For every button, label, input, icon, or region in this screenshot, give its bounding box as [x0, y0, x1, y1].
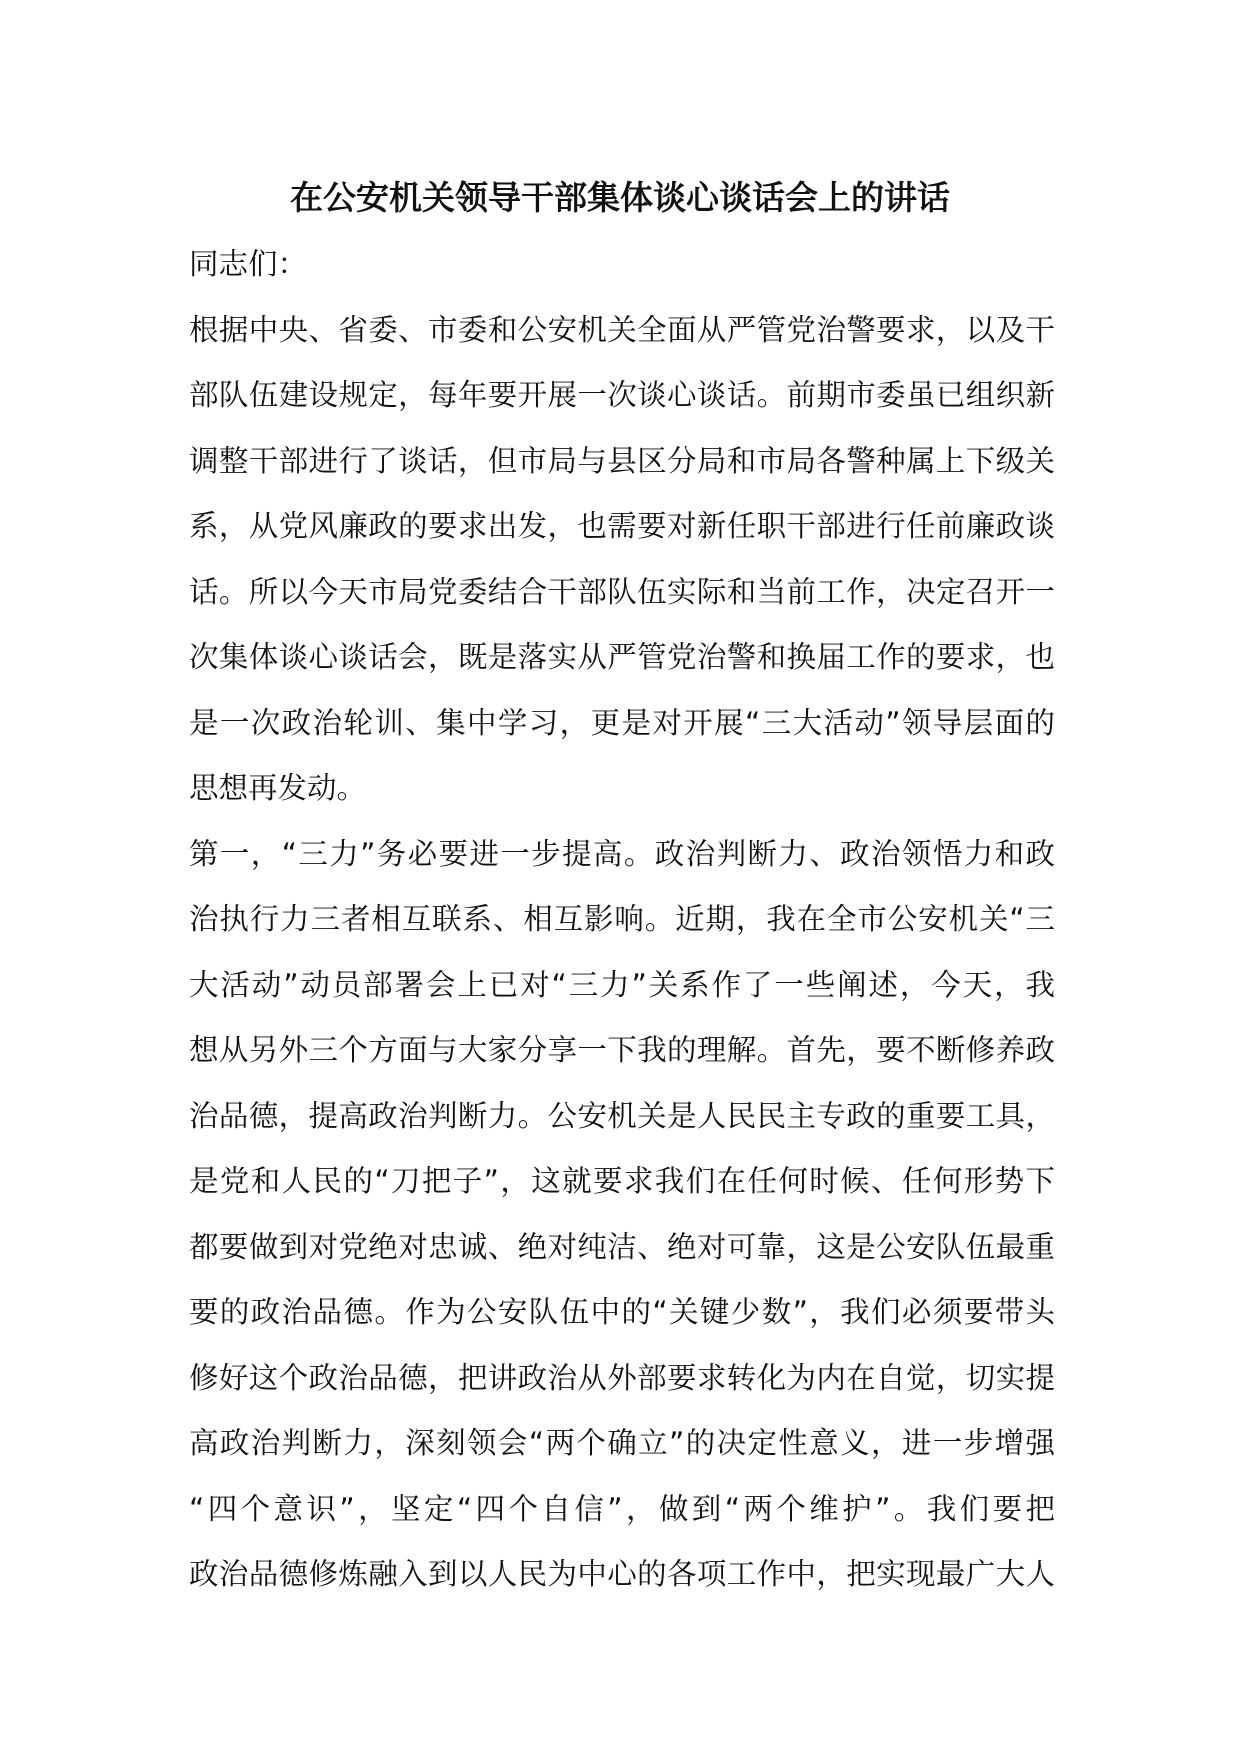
salutation: 同志们：: [189, 247, 308, 281]
text-line: “四个意识”，坚定“四个自信”，做到“两个维护”。我们要把: [189, 1491, 1055, 1526]
document-title: 在公安机关领导干部集体谈心谈话会上的讲话: [290, 178, 950, 217]
text-line: 是一次政治轮训、集中学习，更是对开展“三大活动”领导层面的: [189, 705, 1055, 740]
text-line: 高政治判断力，深刻领会“两个确立”的决定性意义，进一步增强: [189, 1426, 1055, 1460]
text-line: 政治品德修炼融入到以人民为中心的各项工作中，把实现最广大人: [189, 1557, 1055, 1591]
text-line: 调整干部进行了谈话，但市局与县区分局和市局各警种属上下级关: [189, 443, 1055, 478]
text-line: 治执行力三者相互联系、相互影响。近期，我在全市公安机关“三: [189, 902, 1055, 936]
text-line: 系，从党风廉政的要求出发，也需要对新任职干部进行任前廉政谈: [189, 509, 1055, 543]
paragraph-2: [189, 833, 1055, 1619]
text-line: 要的政治品德。作为公安队伍中的“关键少数”，我们必须要带头: [189, 1295, 1055, 1329]
text-line: 根据中央、省委、市委和公安机关全面从严管党治警要求，以及干: [189, 312, 1055, 347]
text-line: 部队伍建设规定，每年要开展一次谈心谈话。前期市委虽已组织新: [189, 378, 1055, 412]
text-line: 第一，“三力”务必要进一步提高。政治判断力、政治领悟力和政: [189, 836, 1055, 871]
text-line: 次集体谈心谈话会，既是落实从严管党治警和换届工作的要求，也: [189, 640, 1055, 674]
text-line: 思想再发动。: [189, 771, 367, 805]
text-line: 大活动”动员部署会上已对“三力”关系作了一些阐述，今天，我: [189, 967, 1055, 1002]
text-line: 修好这个政治品德，把讲政治从外部要求转化为内在自觉，切实提: [189, 1360, 1055, 1395]
text-line: 都要做到对党绝对忠诚、绝对纯洁、绝对可靠，这是公安队伍最重: [189, 1229, 1055, 1264]
paragraph-1: [189, 309, 1055, 833]
text-line: 话。所以今天市局党委结合干部队伍实际和当前工作，决定召开一: [189, 574, 1055, 609]
document-body: [189, 243, 1055, 1619]
text-line: 是党和人民的“刀把子”，这就要求我们在任何时候、任何形势下: [189, 1164, 1055, 1198]
text-line: 想从另外三个方面与大家分享一下我的理解。首先，要不断修养政: [189, 1033, 1055, 1067]
text-line: 治品德，提高政治判断力。公安机关是人民民主专政的重要工具，: [189, 1098, 1055, 1133]
